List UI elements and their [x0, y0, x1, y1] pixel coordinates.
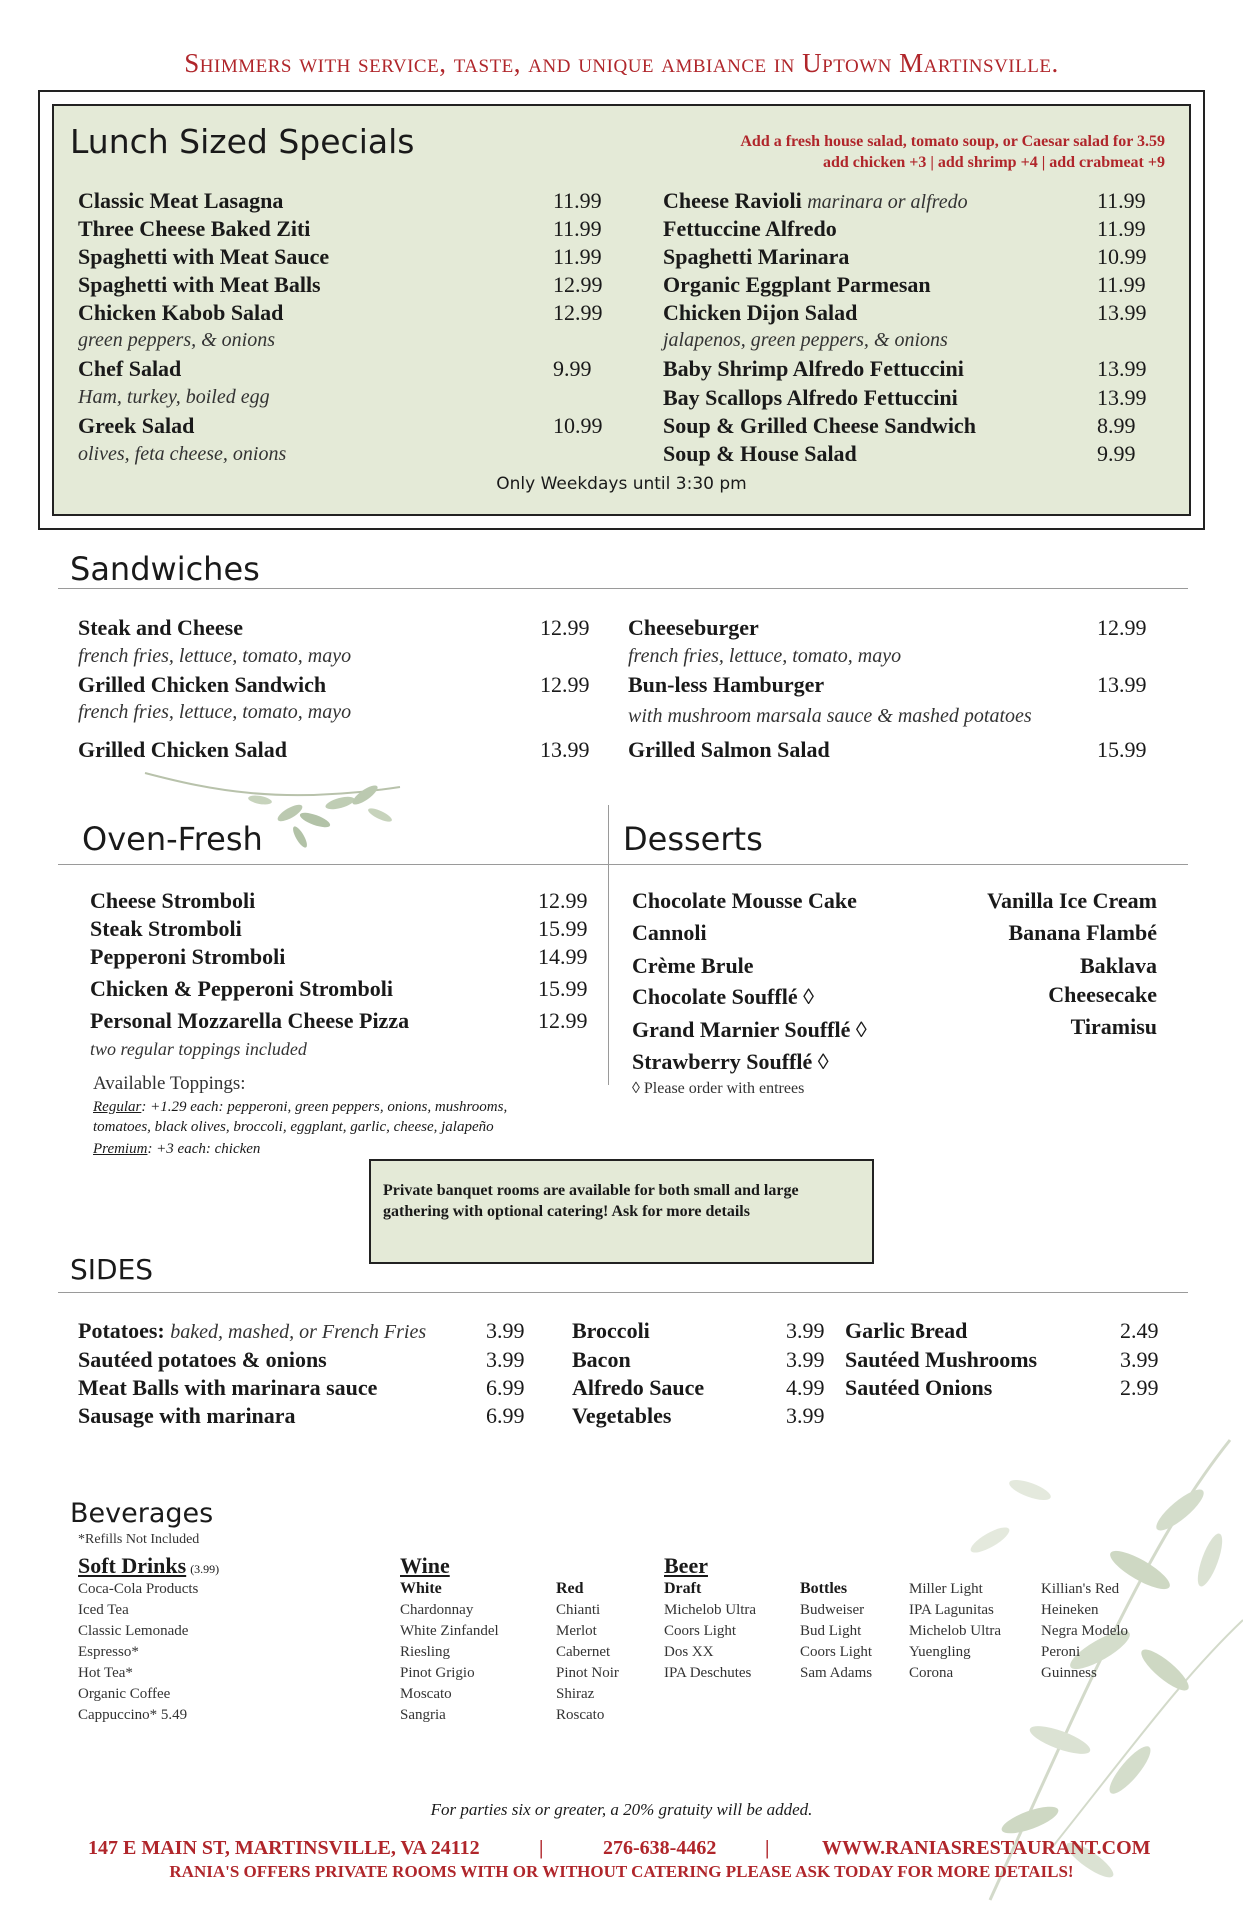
- beer-item: Coors Light: [664, 1623, 737, 1639]
- sandwich-item-name: Grilled Salmon Salad: [628, 737, 830, 762]
- dessert-item: Chocolate Mousse Cake: [632, 888, 857, 913]
- dessert-item: Chocolate Soufflé ◊: [632, 984, 814, 1009]
- lunch-item-price: 11.99: [1097, 272, 1146, 297]
- side-item-price: 3.99: [486, 1318, 525, 1343]
- soft-drinks-heading: [78, 1553, 219, 1579]
- sandwich-item-desc: french fries, lettuce, tomato, mayo: [78, 701, 352, 723]
- side-item-label: Potatoes:: [78, 1318, 165, 1343]
- restaurant-phone[interactable]: 276-638-4462: [603, 1837, 717, 1859]
- oven-item-name: Steak Stromboli: [90, 916, 242, 941]
- beer-item: Bud Light: [800, 1623, 862, 1639]
- column-divider: [608, 805, 609, 1085]
- side-item-name: Alfredo Sauce: [572, 1375, 705, 1400]
- dessert-item: Baklava: [1079, 953, 1157, 978]
- soft-drink-item: Classic Lemonade: [78, 1623, 189, 1639]
- beer-item: Budweiser: [800, 1602, 865, 1618]
- lunch-item-price: 10.99: [1097, 244, 1147, 269]
- lunch-item-price: 12.99: [553, 300, 603, 325]
- toppings-regular-text: : +1.29 each: pepperoni, green peppers, onions, mushrooms,: [141, 1099, 508, 1115]
- toppings-regular-continued: tomatoes, black olives, broccoli, eggplant, garlic, cheese, jalapeño: [93, 1119, 494, 1135]
- divider: [58, 1292, 1188, 1293]
- side-item-price: 3.99: [786, 1347, 825, 1372]
- footer-separator: |: [539, 1837, 544, 1859]
- wine-item: Cabernet: [556, 1644, 611, 1660]
- lunch-item-label: Cheese Ravioli: [663, 188, 802, 213]
- sandwich-item-name: Bun-less Hamburger: [628, 672, 825, 697]
- soft-drink-item: Coca-Cola Products: [78, 1581, 199, 1597]
- lunch-item-name: Greek Salad: [78, 413, 195, 438]
- dessert-item: Cheesecake: [1048, 982, 1157, 1007]
- sandwich-item-name: Cheeseburger: [628, 615, 759, 640]
- sandwich-item-price: 13.99: [540, 737, 590, 762]
- oven-item-name: Chicken & Pepperoni Stromboli: [90, 976, 393, 1001]
- dessert-item: Vanilla Ice Cream: [987, 888, 1157, 913]
- lunch-item-price: 11.99: [1097, 216, 1146, 241]
- lunch-item-price: 12.99: [553, 272, 603, 297]
- dessert-item: Banana Flambé: [1008, 920, 1157, 945]
- dessert-item: Cannoli: [632, 920, 707, 945]
- lunch-item-name: Bay Scallops Alfredo Fettuccini: [663, 385, 958, 410]
- lunch-title: Lunch Sized Specials: [70, 122, 415, 161]
- side-item-name: Bacon: [572, 1347, 631, 1372]
- lunch-footnote: Only Weekdays until 3:30 pm: [496, 474, 747, 494]
- toppings-title: Available Toppings:: [93, 1073, 246, 1094]
- restaurant-address: 147 E MAIN ST, MARTINSVILLE, VA 24112: [88, 1837, 480, 1859]
- banquet-notice: Private banquet rooms are available for both small and large gathering with optional catering! Ask for more details: [369, 1159, 874, 1264]
- oven-item-price: 15.99: [538, 976, 588, 1001]
- wine-item: Pinot Noir: [556, 1665, 619, 1681]
- side-item-price: 2.99: [1120, 1375, 1159, 1400]
- sandwich-item-name: Grilled Chicken Sandwich: [78, 672, 327, 697]
- oven-fresh-title: Oven-Fresh: [82, 820, 263, 858]
- divider: [58, 864, 1188, 865]
- lunch-item-name: Chicken Dijon Salad: [663, 300, 858, 325]
- beer-item: Heineken: [1041, 1602, 1099, 1618]
- lunch-item-price: 10.99: [553, 413, 603, 438]
- lunch-item-desc: marinara or alfredo: [807, 191, 968, 213]
- lunch-addon-line-2: add chicken +3 | add shrimp +4 | add crabmeat +9: [823, 154, 1165, 171]
- oven-item-desc: two regular toppings included: [90, 1039, 307, 1059]
- wine-item: Roscato: [556, 1707, 605, 1723]
- beer-item: Dos XX: [664, 1644, 714, 1660]
- oven-item-price: 14.99: [538, 944, 588, 969]
- soft-drink-item: Iced Tea: [78, 1602, 129, 1618]
- private-rooms-promo: RANIA'S OFFERS PRIVATE ROOMS WITH OR WITHOUT CATERING PLEASE ASK TODAY FOR MORE DETAILS!: [169, 1862, 1074, 1881]
- oven-item-price: 12.99: [538, 888, 588, 913]
- soft-drinks-title: Soft Drinks: [78, 1553, 187, 1578]
- wine-item: Moscato: [400, 1686, 452, 1702]
- side-item-name: Sautéed Onions: [845, 1375, 993, 1400]
- sides-title: SIDES: [70, 1253, 154, 1286]
- sandwich-item-name: Steak and Cheese: [78, 615, 244, 640]
- wine-item: Sangria: [400, 1707, 446, 1723]
- side-item-name: Sausage with marinara: [78, 1403, 296, 1428]
- lunch-item-price: 13.99: [1097, 385, 1147, 410]
- soft-drink-item: Cappuccino* 5.49: [78, 1707, 188, 1723]
- dessert-note: ◊ Please order with entrees: [632, 1080, 805, 1097]
- wine-item: White Zinfandel: [400, 1623, 499, 1639]
- lunch-item-price: 11.99: [553, 216, 602, 241]
- lunch-item-price: 8.99: [1097, 413, 1136, 438]
- lunch-item-name: Spaghetti Marinara: [663, 244, 850, 269]
- side-item-name: Broccoli: [572, 1318, 650, 1343]
- lunch-item-price: 11.99: [553, 244, 602, 269]
- beer-item: Guinness: [1041, 1665, 1097, 1681]
- beer-item: Michelob Ultra: [909, 1623, 1002, 1639]
- sandwich-item-price: 12.99: [540, 615, 590, 640]
- lunch-item-desc: olives, feta cheese, onions: [78, 443, 287, 465]
- side-item-price: 6.99: [486, 1403, 525, 1428]
- side-item-price: 3.99: [1120, 1347, 1159, 1372]
- lunch-item-price: 11.99: [1097, 188, 1146, 213]
- oven-item-name: Cheese Stromboli: [90, 888, 256, 913]
- wine-item: Pinot Grigio: [400, 1665, 475, 1681]
- beer-item: Killian's Red: [1041, 1581, 1120, 1597]
- desserts-title: Desserts: [623, 820, 763, 858]
- side-item-name: [78, 1318, 426, 1344]
- wine-item: Chardonnay: [400, 1602, 474, 1618]
- side-item-name: Sautéed potatoes & onions: [78, 1347, 327, 1372]
- beer-title: Beer: [664, 1553, 708, 1578]
- wine-item: Merlot: [556, 1623, 597, 1639]
- lunch-item-price: 13.99: [1097, 356, 1147, 381]
- lunch-addon-line-1: Add a fresh house salad, tomato soup, or Caesar salad for 3.59: [740, 133, 1165, 150]
- sandwich-item-desc: french fries, lettuce, tomato, mayo: [628, 645, 902, 667]
- dessert-item: Grand Marnier Soufflé ◊: [632, 1017, 867, 1042]
- lunch-item-desc: Ham, turkey, boiled egg: [78, 386, 270, 408]
- side-item-price: 6.99: [486, 1375, 525, 1400]
- lunch-item-name: Soup & House Salad: [663, 441, 857, 466]
- toppings-regular-label: Regular: [93, 1099, 142, 1115]
- beer-item: Michelob Ultra: [664, 1602, 757, 1618]
- beer-item: Peroni: [1041, 1644, 1081, 1660]
- side-item-price: 3.99: [786, 1318, 825, 1343]
- oven-item-name: Personal Mozzarella Cheese Pizza: [90, 1008, 410, 1033]
- dessert-item: Tiramisu: [1070, 1014, 1157, 1039]
- oven-item-price: 12.99: [538, 1008, 588, 1033]
- wine-item: Chianti: [556, 1602, 601, 1618]
- sandwich-item-name: Grilled Chicken Salad: [78, 737, 288, 762]
- sandwich-item-desc: french fries, lettuce, tomato, mayo: [78, 645, 352, 667]
- footer-separator: |: [765, 1837, 770, 1859]
- lunch-item-price: 11.99: [553, 188, 602, 213]
- sandwiches-title: Sandwiches: [70, 550, 260, 588]
- toppings-premium-text: : +3 each: chicken: [147, 1141, 261, 1157]
- lunch-item-name: Baby Shrimp Alfredo Fettuccini: [663, 356, 964, 381]
- side-item-name: Sautéed Mushrooms: [845, 1347, 1038, 1372]
- draft-beer-label: Draft: [664, 1580, 702, 1597]
- lunch-item-name: [663, 188, 968, 214]
- beer-item: Coors Light: [800, 1644, 873, 1660]
- soft-drink-item: Espresso*: [78, 1644, 139, 1660]
- gratuity-note: For parties six or greater, a 20% gratuity will be added.: [430, 1800, 813, 1819]
- tagline: Shimmers with service, taste, and unique ambiance in Uptown Martinsville.: [184, 48, 1059, 78]
- toppings-premium-label: Premium: [93, 1141, 148, 1157]
- sandwich-item-price: 12.99: [1097, 615, 1147, 640]
- side-item-price: 3.99: [786, 1403, 825, 1428]
- wine-item: Shiraz: [556, 1686, 595, 1702]
- beer-item: IPA Lagunitas: [909, 1602, 994, 1618]
- red-wine-label: Red: [556, 1580, 584, 1597]
- beer-item: Miller Light: [909, 1581, 983, 1597]
- restaurant-website-link[interactable]: WWW.RANIASRESTAURANT.COM: [822, 1837, 1151, 1859]
- beer-item: IPA Deschutes: [664, 1665, 752, 1681]
- soft-drink-item: Hot Tea*: [78, 1665, 133, 1681]
- lunch-item-name: Three Cheese Baked Ziti: [78, 216, 311, 241]
- beer-item: Yuengling: [909, 1644, 971, 1660]
- wine-title: Wine: [400, 1553, 450, 1578]
- lunch-item-desc: green peppers, & onions: [78, 329, 276, 351]
- soft-drinks-price: (3.99): [190, 1562, 220, 1576]
- sandwich-item-price: 12.99: [540, 672, 590, 697]
- beer-item: Sam Adams: [800, 1665, 873, 1681]
- side-item-price: 4.99: [786, 1375, 825, 1400]
- lunch-item-price: 9.99: [553, 356, 592, 381]
- toppings-premium: [93, 1141, 260, 1158]
- oven-item-price: 15.99: [538, 916, 588, 941]
- sandwich-item-desc: with mushroom marsala sauce & mashed potatoes: [628, 705, 1032, 727]
- lunch-item-name: Soup & Grilled Cheese Sandwich: [663, 413, 976, 438]
- side-item-price: 3.99: [486, 1347, 525, 1372]
- dessert-item: Strawberry Soufflé ◊: [632, 1049, 829, 1074]
- lunch-item-price: 9.99: [1097, 441, 1136, 466]
- divider: [58, 588, 1188, 589]
- side-item-name: Vegetables: [572, 1403, 672, 1428]
- sandwich-item-price: 15.99: [1097, 737, 1147, 762]
- lunch-item-desc: jalapenos, green peppers, & onions: [663, 329, 948, 351]
- soft-drink-item: Organic Coffee: [78, 1686, 171, 1702]
- lunch-item-price: 13.99: [1097, 300, 1147, 325]
- sandwich-item-price: 13.99: [1097, 672, 1147, 697]
- toppings-regular: [93, 1099, 507, 1116]
- side-item-price: 2.49: [1120, 1318, 1159, 1343]
- side-item-desc: baked, mashed, or French Fries: [170, 1321, 427, 1343]
- lunch-item-name: Spaghetti with Meat Sauce: [78, 244, 330, 269]
- lunch-item-name: Chicken Kabob Salad: [78, 300, 284, 325]
- white-wine-label: White: [400, 1580, 442, 1597]
- lunch-item-name: Organic Eggplant Parmesan: [663, 272, 931, 297]
- lunch-item-name: Fettuccine Alfredo: [663, 216, 837, 241]
- dessert-item: Crème Brule: [632, 953, 754, 978]
- beer-item: Corona: [909, 1665, 954, 1681]
- refills-note: *Refills Not Included: [78, 1532, 200, 1547]
- lunch-item-name: Chef Salad: [78, 356, 182, 381]
- beverages-title: Beverages: [70, 1498, 214, 1529]
- oven-item-name: Pepperoni Stromboli: [90, 944, 286, 969]
- beer-item: Negra Modelo: [1041, 1623, 1129, 1639]
- side-item-name: Meat Balls with marinara sauce: [78, 1375, 378, 1400]
- bottled-beer-label: Bottles: [800, 1580, 848, 1597]
- lunch-item-name: Spaghetti with Meat Balls: [78, 272, 321, 297]
- lunch-item-name: Classic Meat Lasagna: [78, 188, 284, 213]
- side-item-name: Garlic Bread: [845, 1318, 968, 1343]
- wine-item: Riesling: [400, 1644, 451, 1660]
